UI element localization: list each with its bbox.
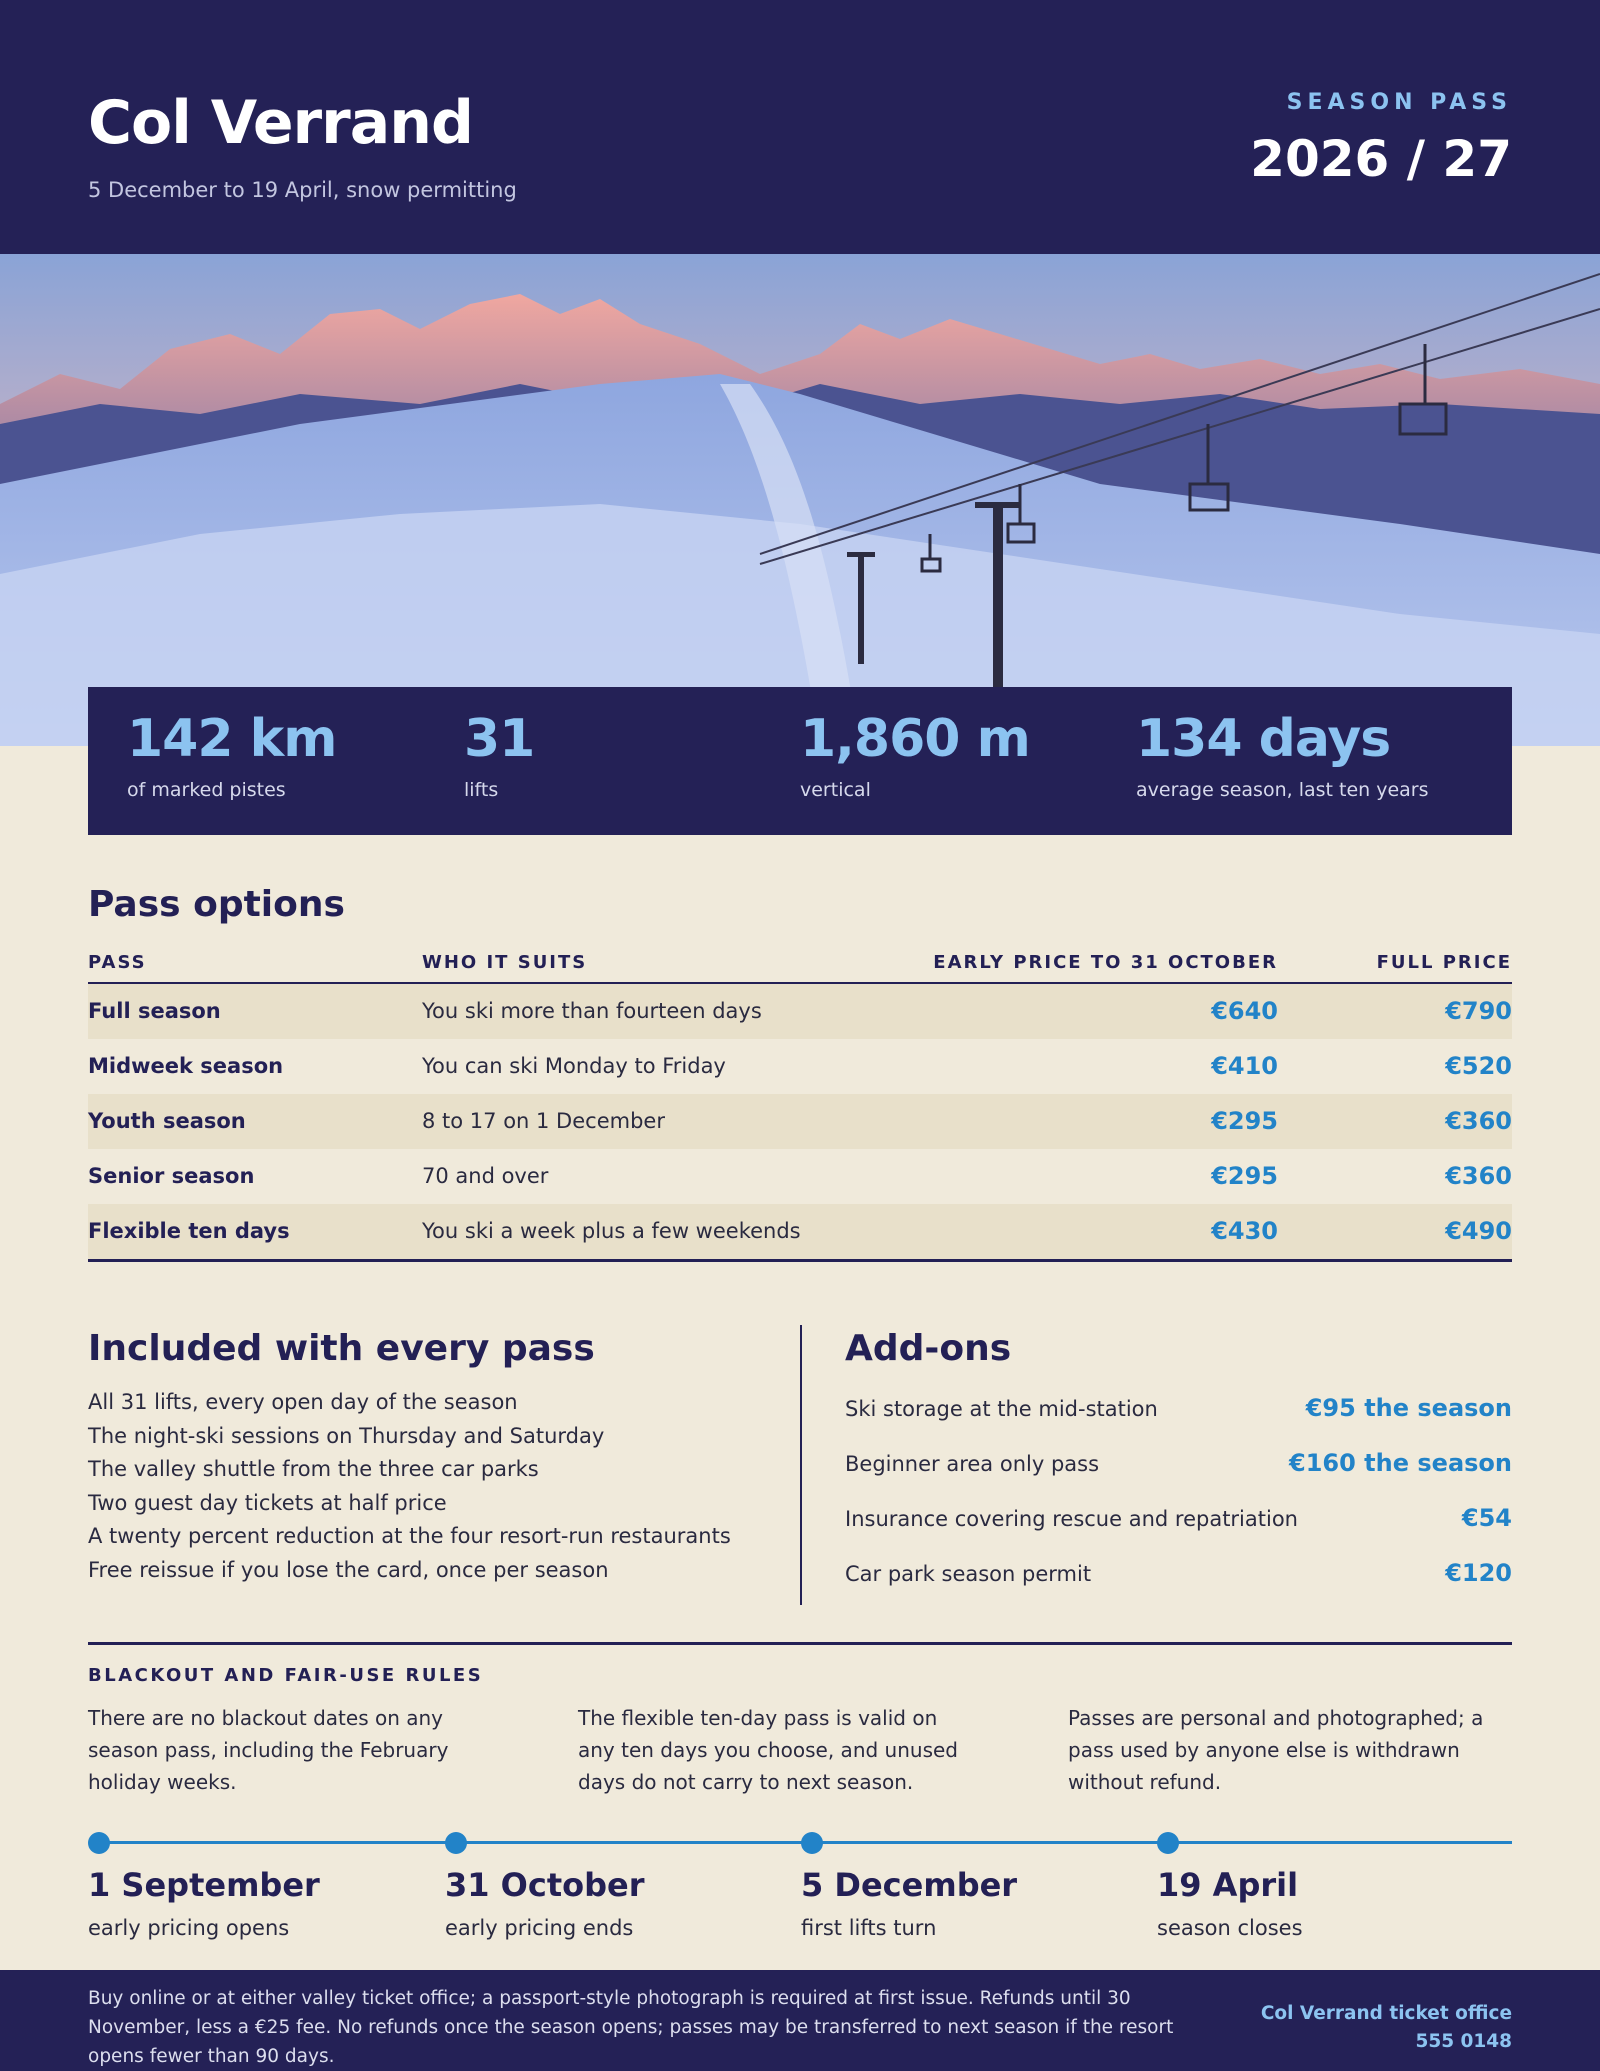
pass-options-heading: Pass options — [88, 884, 345, 925]
early-price: €295 — [1211, 1107, 1278, 1135]
addon-label: Ski storage at the mid-station — [845, 1397, 1158, 1421]
pass-name: Flexible ten days — [88, 1219, 290, 1243]
timeline-desc: early pricing ends — [445, 1916, 634, 1940]
early-price: €640 — [1211, 997, 1278, 1025]
timeline-item — [88, 1866, 320, 1940]
pass-suits: You can ski Monday to Friday — [422, 1054, 726, 1078]
pass-suits: You ski a week plus a few weekends — [422, 1219, 801, 1243]
full-price: €520 — [1445, 1052, 1512, 1080]
table-row — [88, 1094, 1512, 1149]
stat-label: lifts — [464, 779, 499, 801]
column-divider — [800, 1325, 802, 1605]
full-price: €490 — [1445, 1217, 1512, 1245]
addon-price: €120 — [1445, 1559, 1512, 1587]
pass-name: Midweek season — [88, 1054, 284, 1078]
list-item: Two guest day tickets at half price — [88, 1490, 447, 1515]
footer — [0, 1970, 1600, 2071]
addons-list — [845, 1393, 1512, 1613]
addon-price: €95 the season — [1305, 1394, 1512, 1422]
timeline-item — [801, 1866, 1017, 1940]
timeline-date: 31 October — [445, 1866, 645, 1904]
full-price: €790 — [1445, 997, 1512, 1025]
timeline-desc: first lifts turn — [801, 1916, 937, 1940]
pass-options-table — [88, 950, 1512, 1262]
pass-suits: 70 and over — [422, 1164, 549, 1188]
stat-lifts — [464, 709, 534, 801]
addon-label: Beginner area only pass — [845, 1452, 1100, 1476]
column-header-early-price: EARLY PRICE TO 31 OCTOBER — [933, 952, 1278, 973]
rule-text: Passes are personal and photographed; a pass used by anyone else is withdrawn without refund. — [1068, 1706, 1484, 1794]
footer-terms: Buy online or at either valley ticket office; a passport-style photograph is required at first issue. Refunds until 30 November, less a €25 fee. No refunds once the season opens; passes may be transferred to next season if the resort opens fewer than 90 days. — [88, 1988, 1174, 2067]
addon-price: €160 the season — [1289, 1449, 1512, 1477]
early-price: €295 — [1211, 1162, 1278, 1190]
list-item — [845, 1503, 1512, 1558]
stat-label: vertical — [800, 779, 871, 801]
mountain-landscape-image — [0, 254, 1600, 746]
season-dates: 5 December to 19 April, snow permitting — [88, 178, 517, 202]
ticket-office-name: Col Verrand ticket office — [1260, 2003, 1512, 2024]
rule-text: There are no blackout dates on any season pass, including the February holiday weeks. — [88, 1706, 449, 1794]
section-divider — [88, 1642, 1512, 1645]
list-item: The valley shuttle from the three car parks — [88, 1457, 539, 1481]
timeline-item — [1157, 1866, 1303, 1940]
timeline-desc: early pricing opens — [88, 1916, 290, 1940]
mountain-illustration — [0, 254, 1600, 746]
included-list — [88, 1390, 731, 1591]
stat-value: 31 — [464, 709, 535, 769]
timeline-dot — [88, 1832, 110, 1854]
season-year: 2026 / 27 — [1250, 130, 1512, 188]
column-header-suits: WHO IT SUITS — [422, 952, 588, 973]
timeline-dot — [1157, 1832, 1179, 1854]
addons-heading: Add-ons — [845, 1328, 1012, 1369]
stat-season-length — [1136, 709, 1429, 801]
list-item — [845, 1448, 1512, 1503]
rules-heading: BLACKOUT AND FAIR-USE RULES — [88, 1665, 484, 1686]
column-header-full-price: FULL PRICE — [1376, 952, 1512, 973]
stat-label: of marked pistes — [127, 779, 286, 801]
list-item — [845, 1393, 1512, 1448]
timeline-date: 19 April — [1157, 1866, 1299, 1904]
footer-contact — [1261, 2000, 1512, 2056]
pass-suits: You ski more than fourteen days — [422, 999, 762, 1023]
early-price: €430 — [1211, 1217, 1278, 1245]
list-item: A twenty percent reduction at the four resort-run restaurants — [88, 1524, 731, 1548]
timeline-dot — [445, 1832, 467, 1854]
stat-value: 134 days — [1136, 709, 1391, 769]
rule-text: The flexible ten-day pass is valid on any ten days you choose, and unused days do not carry to next season. — [578, 1706, 958, 1794]
stat-pistes — [127, 709, 336, 801]
table-row — [88, 1149, 1512, 1204]
full-price: €360 — [1445, 1162, 1512, 1190]
pass-suits: 8 to 17 on 1 December — [422, 1109, 665, 1133]
list-item: The night-ski sessions on Thursday and Saturday — [88, 1423, 605, 1448]
ticket-office-phone[interactable]: 555 0148 — [1415, 2031, 1512, 2052]
timeline-date: 5 December — [801, 1866, 1018, 1904]
timeline-date: 1 September — [88, 1866, 320, 1904]
timeline-desc: season closes — [1157, 1916, 1303, 1940]
stat-vertical — [800, 709, 1030, 801]
included-heading: Included with every pass — [88, 1328, 595, 1369]
addon-label: Insurance covering rescue and repatriation — [845, 1507, 1298, 1531]
list-item — [845, 1558, 1512, 1613]
addon-label: Car park season permit — [845, 1562, 1092, 1586]
season-pass-label: SEASON PASS — [1286, 90, 1512, 115]
stat-label: average season, last ten years — [1136, 779, 1429, 801]
stat-value: 1,860 m — [800, 709, 1030, 769]
table-row — [88, 1039, 1512, 1094]
pass-name: Youth season — [88, 1109, 246, 1133]
table-row — [88, 1204, 1512, 1259]
header-band — [0, 0, 1600, 254]
page-title: Col Verrand — [88, 88, 473, 158]
full-price: €360 — [1445, 1107, 1512, 1135]
addon-price: €54 — [1461, 1504, 1512, 1532]
stats-band — [88, 687, 1512, 835]
pass-name: Senior season — [88, 1164, 255, 1188]
pass-name: Full season — [88, 999, 221, 1023]
list-item: Free reissue if you lose the card, once per season — [88, 1557, 609, 1582]
table-header — [88, 950, 1512, 984]
table-row — [88, 984, 1512, 1039]
list-item: All 31 lifts, every open day of the season — [88, 1390, 518, 1414]
timeline-dot — [801, 1832, 823, 1854]
table-bottom-rule — [88, 1259, 1512, 1262]
column-header-pass: PASS — [88, 952, 147, 973]
early-price: €410 — [1211, 1052, 1278, 1080]
stat-value: 142 km — [127, 709, 337, 769]
timeline-item — [445, 1866, 645, 1940]
